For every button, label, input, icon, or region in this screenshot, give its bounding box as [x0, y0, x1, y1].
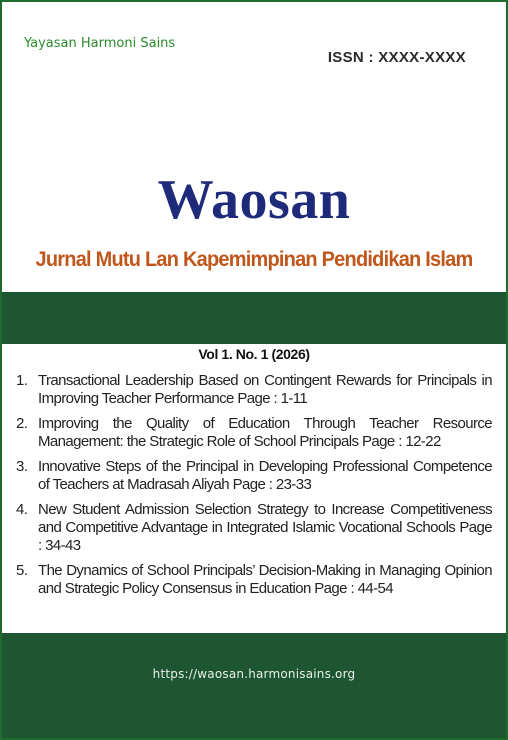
- article-title: The Dynamics of School Principals’ Decision-Making in Managing Opinion and Strategic Policy Consensus in Education Page : 44-54: [38, 562, 492, 597]
- article-number: 5.: [16, 562, 28, 579]
- article-number: 1.: [16, 372, 28, 389]
- article-list: [16, 372, 492, 605]
- website-url: https://waosan.harmonisains.org: [152, 667, 356, 681]
- article-item: [16, 415, 492, 451]
- article-title: Innovative Steps of the Principal in Developing Professional Competence of Teachers at Madrasah Aliyah Page : 23-33: [38, 458, 492, 493]
- table-of-contents: [6, 344, 502, 633]
- article-title: New Student Admission Selection Strategy to Increase Competitiveness and Competitive Advantage in Integrated Islamic Vocational Schools Page : 34-43: [38, 501, 492, 554]
- article-title: Transactional Leadership Based on Contingent Rewards for Principals in Improving Teacher Performance Page : 1-11: [38, 372, 492, 407]
- volume-issue: Vol 1. No. 1 (2026): [198, 346, 310, 362]
- green-band-bottom: [2, 633, 506, 738]
- publisher-name: Yayasan Harmoni Sains: [24, 36, 176, 51]
- article-item: [16, 372, 492, 408]
- journal-subtitle: Jurnal Mutu Lan Kapemimpinan Pendidikan Islam: [35, 248, 473, 271]
- article-number: 4.: [16, 501, 28, 518]
- article-number: 2.: [16, 415, 28, 432]
- article-item: [16, 501, 492, 555]
- issn-label: ISSN : XXXX-XXXX: [327, 49, 466, 66]
- article-item: [16, 562, 492, 598]
- green-band-top: [2, 292, 506, 344]
- journal-title: Waosan: [157, 169, 351, 231]
- article-title: Improving the Quality of Education Through Teacher Resource Management: the Strategic Role of School Principals Page : 12-22: [38, 415, 492, 450]
- article-number: 3.: [16, 458, 28, 475]
- article-item: [16, 458, 492, 494]
